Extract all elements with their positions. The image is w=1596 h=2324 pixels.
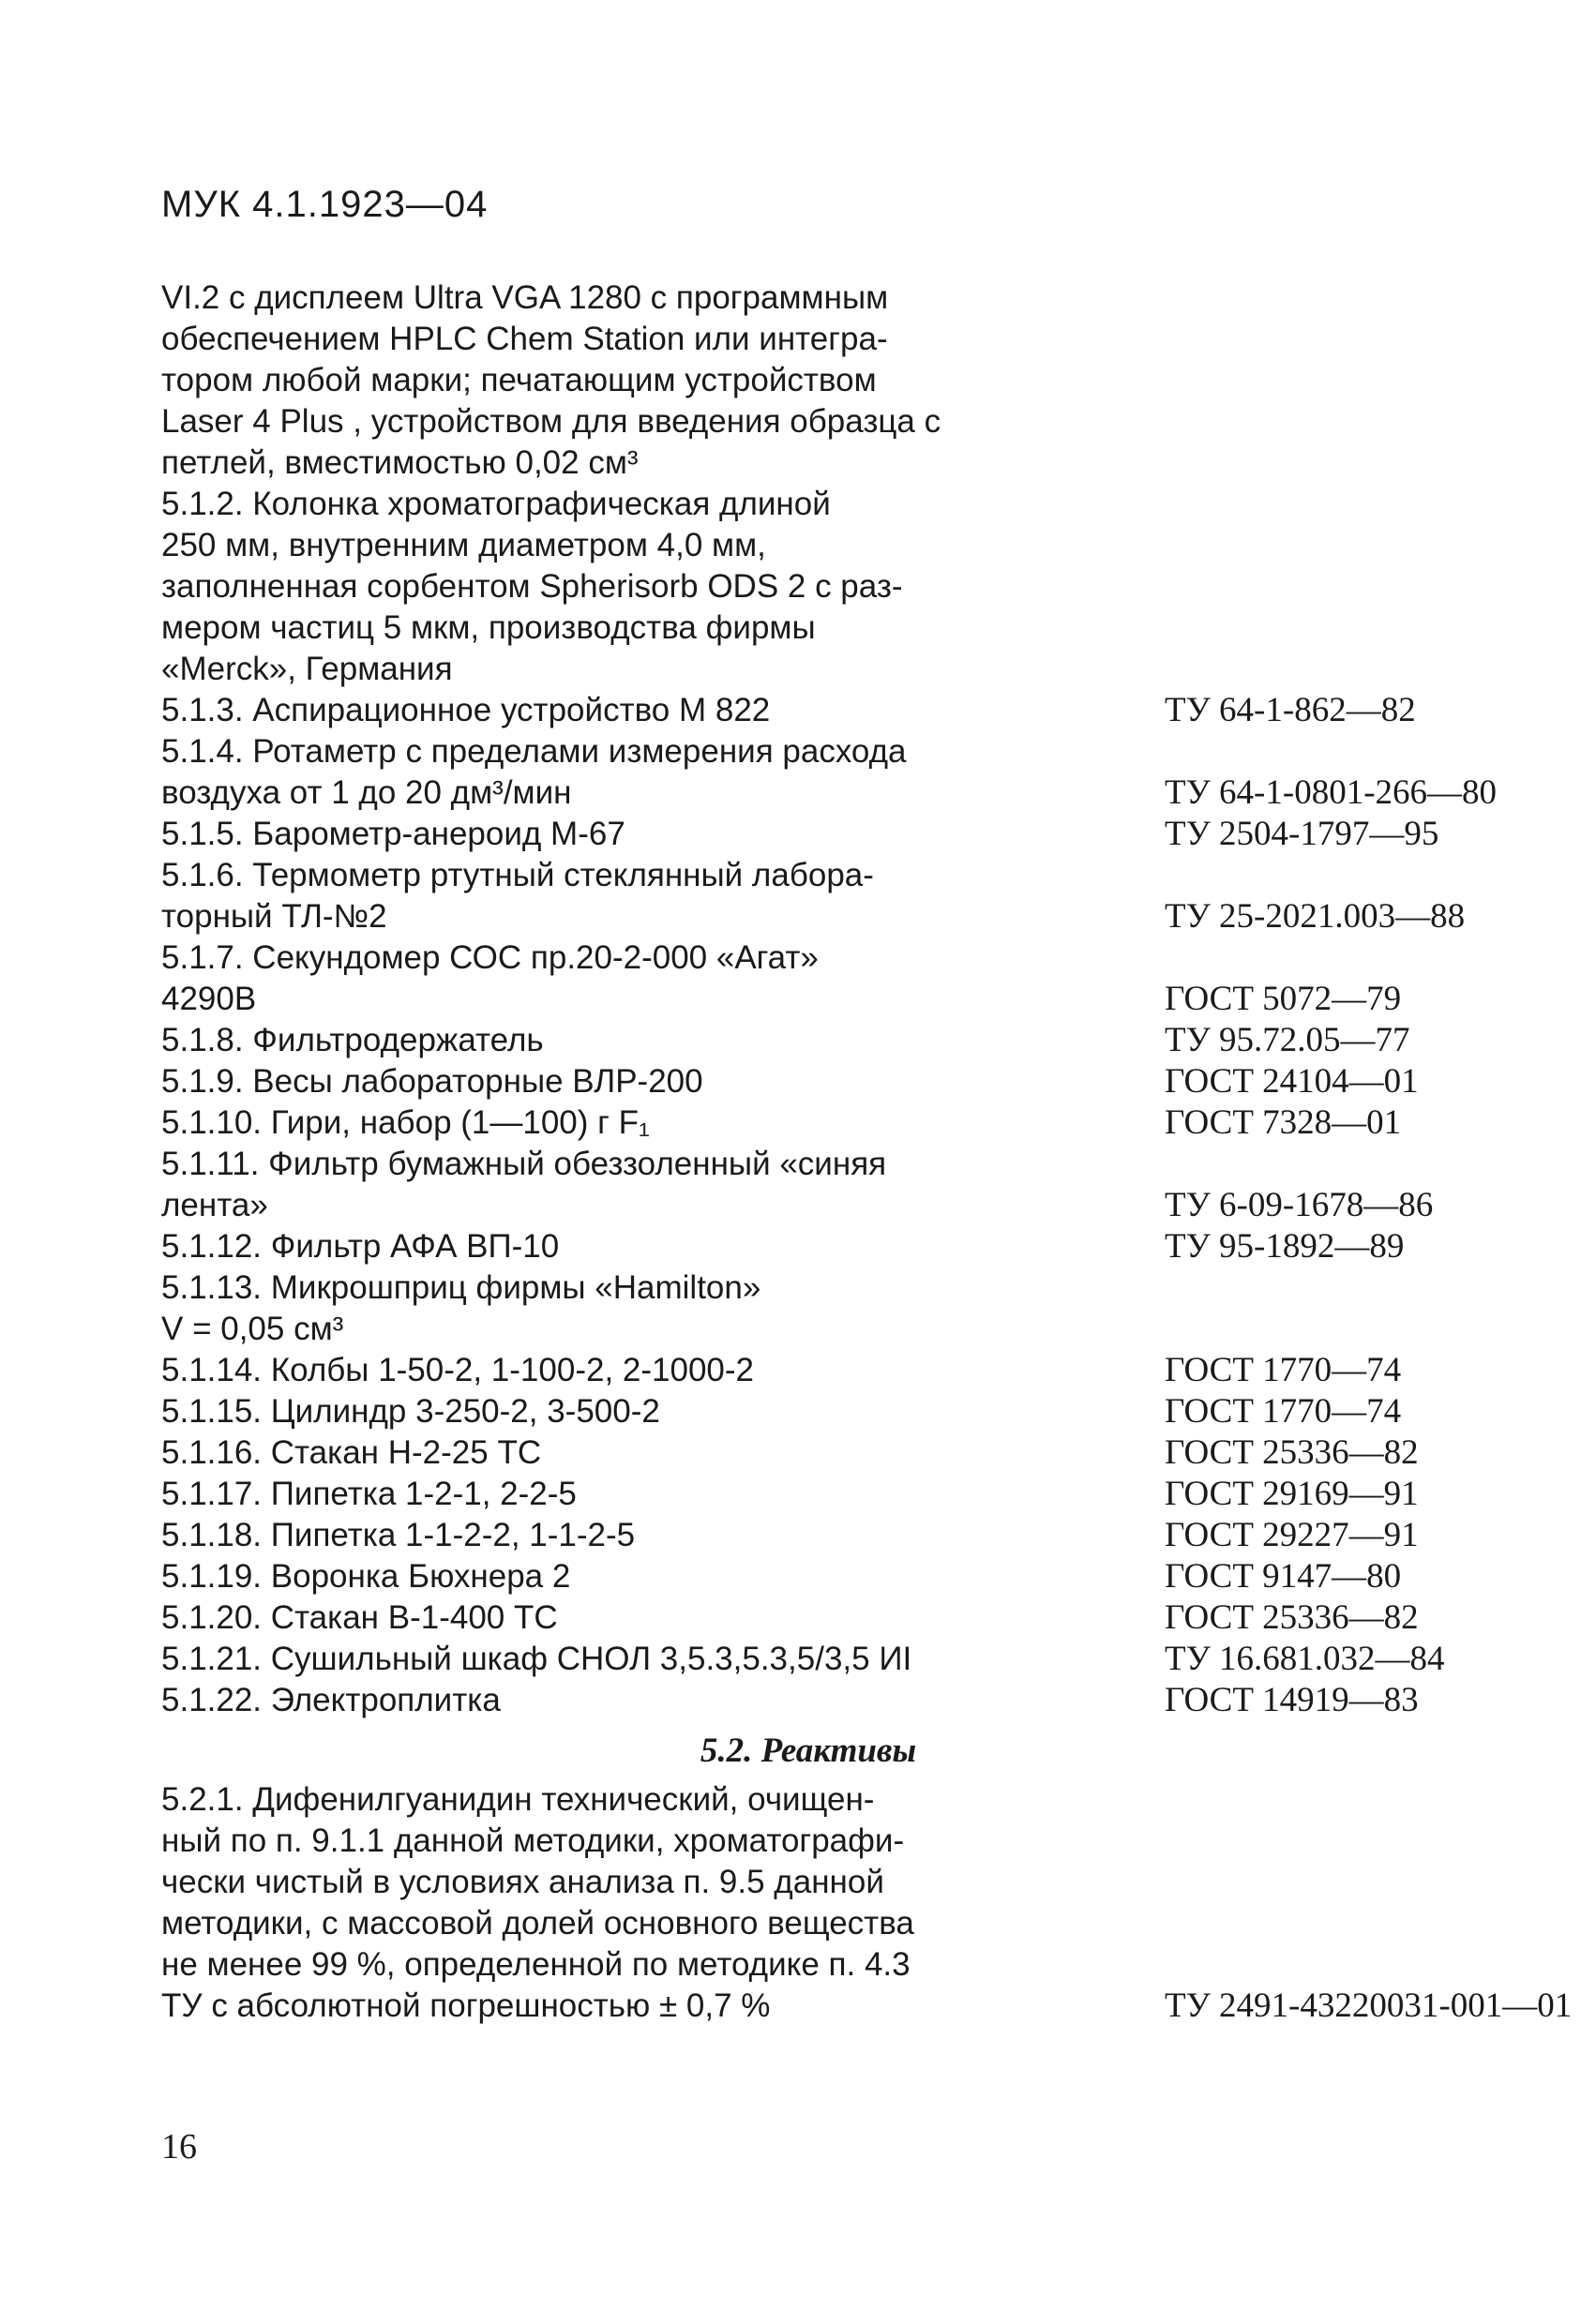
item-text: 5.1.9. Весы лабораторные ВЛР-200 — [161, 1063, 703, 1100]
item-text: 5.1.15. Цилиндр 3-250-2, 3-500-2 — [161, 1393, 660, 1430]
item-ref: ТУ 2504-1797—95 — [1165, 815, 1439, 853]
equipment-item — [161, 1639, 1455, 1680]
item-text: 5.1.16. Стакан Н-2-25 ТС — [161, 1434, 542, 1471]
item-text: 5.1.14. Колбы 1-50-2, 1-100-2, 2-1000-2 — [161, 1352, 754, 1388]
equipment-item — [161, 690, 1455, 731]
item-ref: ТУ 95.72.05—77 — [1165, 1021, 1410, 1059]
item-ref: ТУ 95-1892—89 — [1165, 1227, 1405, 1266]
equipment-item — [161, 937, 1455, 1020]
equipment-item — [161, 855, 1466, 937]
equipment-item — [161, 1474, 1455, 1515]
item-ref: ТУ 6-09-1678—86 — [1165, 1186, 1434, 1224]
reagent-text: 5.2.1. Дифенилгуанидин технический, очищен- ный по п. 9.1.1 данной методики, хроматографи- чески чистый в условиях анализа п. 9.5 данной методики, с массовой долей основного вещества не менее 99 %, определенной по методике п. 4.3 ТУ с абсолютной погрешностью ± 0,7 % — [161, 1781, 914, 2024]
item-text: 5.1.13. Микрошприц фирмы «Hamilton» V = 0,05 см³ — [161, 1269, 761, 1347]
section-title: 5.2. Реактивы — [700, 1732, 917, 1770]
equipment-item — [161, 1102, 1455, 1144]
item-text: 5.1.2. Колонка хроматографическая длиной 250 мм, внутренним диаметром 4,0 мм, заполненная сорбентом Spherisorb ODS 2 с раз- мером частиц 5 мкм, производства фирмы «Merck», Германия — [161, 486, 903, 687]
item-ref: ГОСТ 7328—01 — [1165, 1103, 1402, 1142]
item-text: 5.1.11. Фильтр бумажный обеззоленный «синяя лента» — [161, 1146, 887, 1223]
equipment-item — [161, 1020, 1455, 1061]
equipment-item — [161, 1350, 1455, 1391]
equipment-item — [161, 731, 1498, 814]
item-ref: ГОСТ 14919—83 — [1165, 1681, 1419, 1719]
item-text: 5.1.19. Воронка Бюхнера 2 — [161, 1558, 571, 1595]
item-ref: ГОСТ 25336—82 — [1165, 1433, 1419, 1472]
item-ref: ГОСТ 9147—80 — [1165, 1557, 1402, 1596]
equipment-item — [161, 1061, 1455, 1102]
item-ref: ГОСТ 24104—01 — [1165, 1062, 1419, 1101]
item-ref: ТУ 25-2021.003—88 — [1165, 897, 1466, 936]
equipment-item — [161, 1515, 1455, 1556]
reagent-ref: ТУ 2491-43220031-001—01 — [1165, 1987, 1573, 2025]
intro-paragraph: VI.2 с дисплеем Ultra VGA 1280 с программным обеспечением HPLC Chem Station или интегра- тором любой марки; печатающим устройством Laser 4 Plus , устройством для введения образца с петлей, вместимостью 0,02 см³ — [161, 279, 941, 481]
equipment-item — [161, 1267, 1455, 1350]
item-text: 5.1.21. Сушильный шкаф СНОЛ 3,5.3,5.3,5/3,5 ИІ — [161, 1641, 912, 1677]
item-text: 5.1.3. Аспирационное устройство М 822 — [161, 692, 771, 728]
item-text: 5.1.22. Электроплитка — [161, 1682, 501, 1718]
document-body — [161, 277, 1573, 2027]
equipment-item — [161, 1432, 1455, 1474]
item-text: 5.1.20. Стакан В-1-400 ТС — [161, 1599, 558, 1636]
item-ref: ГОСТ 29169—91 — [1165, 1475, 1419, 1513]
item-text: 5.1.12. Фильтр АФА ВП-10 — [161, 1228, 560, 1265]
item-ref: ГОСТ 5072—79 — [1165, 980, 1402, 1018]
equipment-item — [161, 1556, 1455, 1597]
document-header: МУК 4.1.1923—04 — [161, 184, 489, 225]
item-ref: ГОСТ 29227—91 — [1165, 1516, 1419, 1554]
item-ref: ТУ 64-1-862—82 — [1165, 691, 1416, 729]
item-ref: ГОСТ 25336—82 — [1165, 1598, 1419, 1637]
item-text: 5.1.6. Термометр ртутный стеклянный лабора- торный ТЛ-№2 — [161, 857, 874, 935]
reagent-item — [161, 1779, 1573, 2027]
item-ref: ГОСТ 1770—74 — [1165, 1392, 1402, 1431]
item-ref: ТУ 64-1-0801-266—80 — [1165, 773, 1498, 812]
item-ref: ГОСТ 1770—74 — [1165, 1351, 1402, 1389]
equipment-item — [161, 1597, 1455, 1639]
equipment-item — [161, 1144, 1455, 1226]
page-number: 16 — [161, 2127, 197, 2167]
equipment-item — [161, 1391, 1455, 1432]
item-text: 5.1.18. Пипетка 1-1-2-2, 1-1-2-5 — [161, 1517, 636, 1553]
item-text: 5.1.4. Ротаметр с пределами измерения расхода воздуха от 1 до 20 дм³/мин — [161, 733, 907, 811]
equipment-item — [161, 1680, 1455, 1721]
equipment-item — [161, 814, 1455, 855]
equipment-item — [161, 484, 1455, 690]
item-text: 5.1.17. Пипетка 1-2-1, 2-2-5 — [161, 1476, 577, 1512]
item-text: 5.1.5. Барометр-анероид М-67 — [161, 816, 625, 852]
item-text: 5.1.7. Секундомер СОС пр.20-2-000 «Агат» 4290В — [161, 939, 819, 1017]
equipment-item — [161, 1226, 1455, 1267]
item-text: 5.1.10. Гири, набор (1—100) г F₁ — [161, 1104, 650, 1141]
item-text: 5.1.8. Фильтродержатель — [161, 1022, 544, 1058]
item-ref: ТУ 16.681.032—84 — [1165, 1640, 1445, 1678]
